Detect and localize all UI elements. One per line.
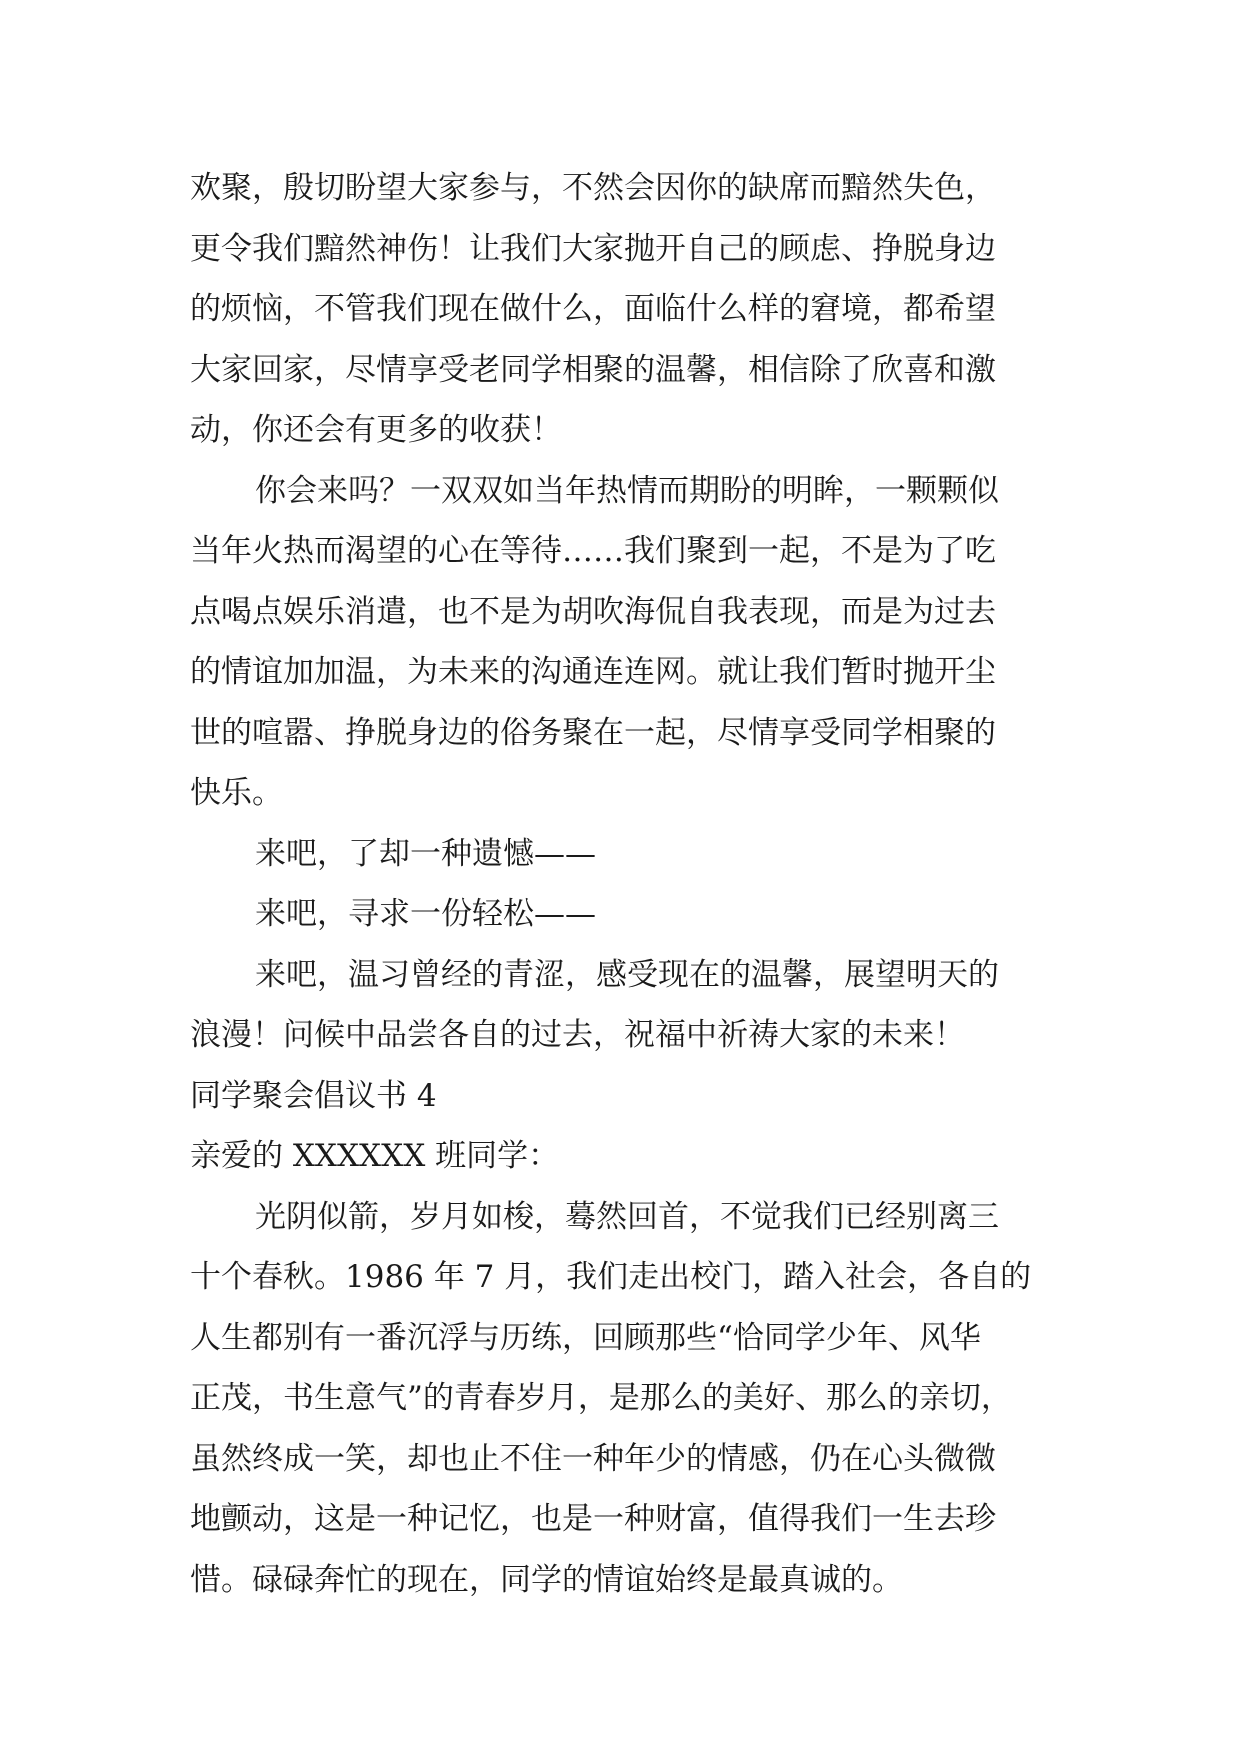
text-line: 来吧，温习曾经的青涩，感受现在的温馨，展望明天的 — [255, 956, 999, 993]
text-line: 你会来吗？一双双如当年热情而期盼的明眸，一颗颗似 — [255, 472, 999, 509]
text-line: 当年火热而渴望的心在等待……我们聚到一起，不是为了吃 — [190, 533, 996, 569]
text-line: 欢聚，殷切盼望大家参与，不然会因你的缺席而黯然失色， — [190, 170, 996, 206]
text-line: 来吧，了却一种遗憾—— — [255, 835, 596, 872]
text-line: 更令我们黯然神伤！让我们大家抛开自己的顾虑、挣脱身边 — [190, 230, 996, 267]
text-line: 世的喧嚣、挣脱身边的俗务聚在一起，尽情享受同学相聚的 — [190, 714, 996, 751]
text-line: 快乐。 — [190, 775, 283, 811]
text-line: 人生都别有一番沉浮与历练，回顾那些“恰同学少年、风华 — [190, 1319, 981, 1356]
text-line: 的烦恼，不管我们现在做什么，面临什么样的窘境，都希望 — [190, 291, 996, 327]
text-line: 正茂，书生意气”的青春岁月，是那么的美好、那么的亲切， — [190, 1380, 1012, 1416]
text-line: 浪漫！问候中品尝各自的过去，祝福中祈祷大家的未来！ — [190, 1017, 965, 1053]
text-line: 光阴似箭，岁月如梭，蓦然回首，不觉我们已经别离三 — [255, 1198, 999, 1235]
document-body — [190, 158, 1052, 1610]
section-heading: 同学聚会倡议书 4 — [190, 1077, 437, 1114]
text-line: 动，你还会有更多的收获！ — [190, 412, 562, 448]
text-line: 的情谊加加温，为未来的沟通连连网。就让我们暂时抛开尘 — [190, 654, 996, 690]
salutation: 亲爱的 XXXXXX 班同学： — [190, 1138, 560, 1174]
text-line: 大家回家，尽情享受老同学相聚的温馨，相信除了欣喜和激 — [190, 351, 996, 388]
text-line: 十个春秋。1986 年 7 月，我们走出校门，踏入社会，各自的 — [190, 1259, 1032, 1295]
text-line: 来吧，寻求一份轻松—— — [255, 896, 596, 932]
text-line: 虽然终成一笑，却也止不住一种年少的情感，仍在心头微微 — [190, 1440, 996, 1477]
text-line: 点喝点娱乐消遣，也不是为胡吹海侃自我表现，而是为过去 — [190, 593, 996, 630]
text-line: 地颤动，这是一种记忆，也是一种财富，值得我们一生去珍 — [190, 1501, 996, 1537]
text-line: 惜。碌碌奔忙的现在，同学的情谊始终是最真诚的。 — [190, 1561, 903, 1598]
